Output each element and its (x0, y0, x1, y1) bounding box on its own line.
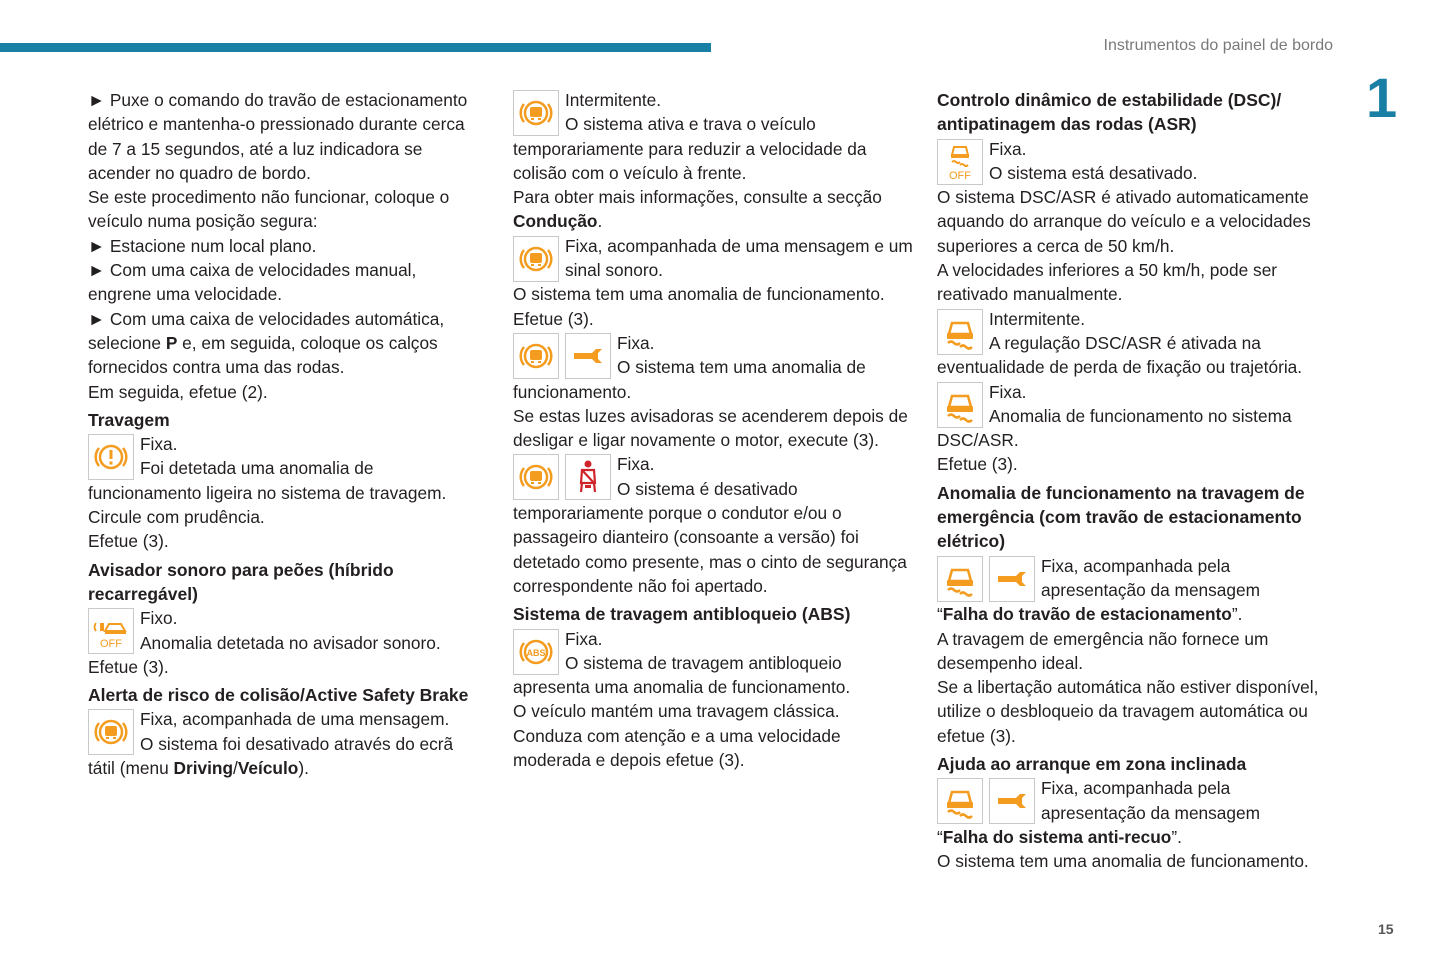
paragraph: Fixa. (140, 434, 178, 455)
paragraph: Fixa, acompanhada de uma mensagem. (140, 709, 450, 730)
paragraph: Conduza com atenção e a uma velocidade moderada e depois efetue (3). (513, 725, 841, 771)
paragraph: O sistema tem uma anomalia de funcionamento. (513, 357, 866, 402)
paragraph: Intermitente. (989, 308, 1086, 329)
collision-warning-icon (513, 90, 559, 136)
paragraph: Se estas luzes avisadoras se acenderem depois de desligar e ligar novamente o motor, execute (3). (513, 405, 908, 451)
paragraph: ► Puxe o comando do travão de estacionamento elétrico e mantenha-o pressionado durante cerca de 7 a 15 segundos, até a luz indicadora se acender no quadro de bordo. (88, 90, 468, 183)
paragraph: Intermitente. (565, 90, 662, 110)
paragraph: Fixa. (989, 381, 1027, 402)
dsc-icon (937, 382, 983, 428)
paragraph: O sistema ativa e trava o veículo temporariamente para reduzir a velocidade da colisão com o veículo à frente. (513, 114, 867, 183)
paragraph: Fixo. (140, 608, 178, 629)
paragraph: Fixa. (617, 454, 655, 475)
collision-warning-icon (513, 454, 559, 500)
svg-text:OFF: OFF (100, 638, 122, 651)
heading-avisador: Avisador sonoro para peões (híbrido recarregável) (88, 559, 394, 604)
paragraph: Anomalia detetada no avisador sonoro. (140, 632, 441, 653)
heading-dsc: Controlo dinâmico de estabilidade (DSC)/ antipatinagem das rodas (ASR) (937, 90, 1282, 135)
paragraph: Efetue (3). (937, 454, 1018, 475)
paragraph: Fixa, acompanhada de uma mensagem e um sinal sonoro. (565, 235, 913, 281)
paragraph: Fixa, acompanhada pela apresentação da mensagem (1041, 778, 1261, 823)
paragraph: Fixa, acompanhada pela apresentação da mensagem (1041, 555, 1261, 600)
paragraph: Efetue (3). (88, 531, 169, 552)
paragraph: O sistema foi desativado através do ecrã tátil (menu Driving/Veículo). (88, 733, 454, 779)
heading-abs: Sistema de travagem antibloqueio (ABS) (513, 604, 851, 625)
dsc-icon (937, 309, 983, 355)
dsc-icon (937, 778, 983, 824)
brake-warning-icon (88, 434, 134, 480)
chapter-number: 1 (1366, 66, 1398, 129)
paragraph: Para obter mais informações, consulte a secção Condução. (513, 187, 882, 232)
dsc-icon (937, 556, 983, 602)
paragraph: Se este procedimento não funcionar, coloque o veículo numa posição segura: (88, 187, 450, 232)
svg-text:OFF: OFF (949, 169, 971, 182)
paragraph: O veículo mantém uma travagem clássica. (513, 701, 840, 722)
collision-warning-icon (513, 333, 559, 379)
paragraph: O sistema é desativado temporariamente porque o condutor e/ou o passageiro dianteiro (consoante a versão) foi detetado como presente, mas o cinto de segurança correspondente não foi apertado. (513, 478, 907, 596)
paragraph: ► Com uma caixa de velocidades manual, engrene uma velocidade. (88, 260, 417, 305)
pedestrian-sounder-off-icon (88, 608, 134, 654)
wrench-icon (989, 778, 1035, 824)
paragraph: ► Estacione num local plano. (88, 235, 317, 256)
section-title: Instrumentos do painel de bordo (1103, 37, 1333, 54)
column-2 (513, 88, 913, 772)
paragraph: Em seguida, efetue (2). (88, 381, 268, 402)
paragraph: “Falha do travão de estacionamento”. (937, 604, 1243, 625)
paragraph: O sistema tem uma anomalia de funcionamento. (937, 851, 1309, 872)
column-3 (937, 88, 1337, 874)
paragraph: Foi detetada uma anomalia de funcionamento ligeira no sistema de travagem. (88, 458, 447, 503)
paragraph: ► Com uma caixa de velocidades automática, selecione P e, em seguida, coloque os calços fornecidos contra uma das rodas. (88, 308, 445, 378)
heading-ajuda: Ajuda ao arranque em zona inclinada (937, 754, 1247, 775)
header-accent-bar (0, 43, 711, 52)
wrench-icon (565, 333, 611, 379)
paragraph: Fixa. (565, 628, 603, 649)
paragraph: O sistema DSC/ASR é ativado automaticamente aquando do arranque do veículo e a velocidades superiores a cerca de 50 km/h. (937, 187, 1311, 256)
paragraph: O sistema está desativado. (989, 162, 1198, 183)
paragraph: Se a libertação automática não estiver disponível, utilize o desbloqueio da travagem automática ou efetue (3). (937, 677, 1319, 746)
collision-warning-icon (513, 236, 559, 282)
column-1 (88, 88, 480, 780)
paragraph: O sistema tem uma anomalia de funcionamento. (513, 284, 885, 305)
svg-text:ABS: ABS (526, 647, 546, 658)
wrench-icon (989, 556, 1035, 602)
paragraph: Anomalia de funcionamento no sistema DSC/ASR. (937, 405, 1292, 451)
paragraph: O sistema de travagem antibloqueio apresenta uma anomalia de funcionamento. (513, 652, 851, 698)
heading-alerta: Alerta de risco de colisão/Active Safety Brake (88, 685, 469, 706)
page-number: 15 (1378, 921, 1394, 937)
paragraph: Efetue (3). (88, 656, 169, 677)
abs-icon (513, 629, 559, 675)
seatbelt-icon (565, 454, 611, 500)
heading-travagem: Travagem (88, 409, 170, 430)
heading-emergency: Anomalia de funcionamento na travagem de emergência (com travão de estacionamento elétrico) (937, 482, 1305, 552)
paragraph: Circule com prudência. (88, 507, 265, 528)
paragraph: A regulação DSC/ASR é ativada na eventualidade de perda de fixação ou trajetória. (937, 332, 1303, 378)
paragraph: Fixa. (989, 138, 1027, 159)
dsc-off-icon (937, 139, 983, 185)
paragraph: Fixa. (617, 332, 655, 353)
paragraph: A velocidades inferiores a 50 km/h, pode ser reativado manualmente. (937, 260, 1278, 305)
paragraph: A travagem de emergência não fornece um desempenho ideal. (937, 628, 1269, 673)
paragraph: Efetue (3). (513, 308, 594, 329)
collision-warning-icon (88, 709, 134, 755)
paragraph: “Falha do sistema anti-recuo”. (937, 826, 1182, 847)
